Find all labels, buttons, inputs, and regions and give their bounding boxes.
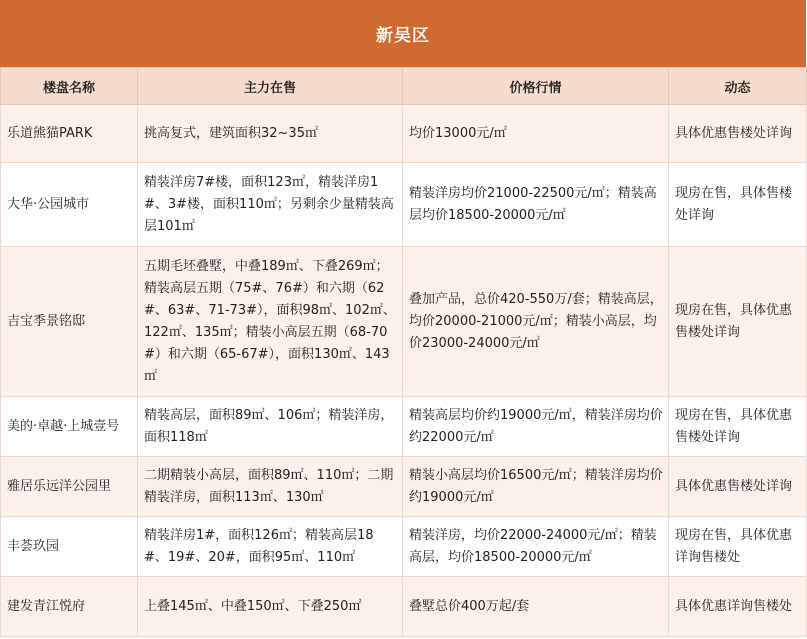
cell-price: 精装高层均价约19000元/㎡，精装洋房均价约22000元/㎡ [403,397,669,457]
cell-name: 丰荟玖园 [1,517,138,577]
cell-price: 精装洋房均价21000-22500元/㎡；精装高层均价18500-20000元/㎡ [403,163,669,247]
table-row [1,457,807,517]
column-header-status: 动态 [669,68,807,105]
cell-price: 叠墅总价400万起/套 [403,577,669,637]
cell-name: 吉宝季景铭邸 [1,247,138,397]
table-row [1,105,807,163]
cell-name: 雅居乐远洋公园里 [1,457,138,517]
cell-status: 现房在售，具体售楼处详询 [669,163,807,247]
column-header-name: 楼盘名称 [1,68,138,105]
cell-main: 精装洋房7#楼，面积123㎡，精装洋房1#、3#楼，面积110㎡；另剩余少量精装高层101㎡ [138,163,403,247]
cell-status: 具体优惠详询售楼处 [669,577,807,637]
cell-status: 具体优惠售楼处详询 [669,105,807,163]
cell-main: 五期毛坯叠墅，中叠189㎡、下叠269㎡；精装高层五期（75#、76#）和六期（62#、63#、71-73#），面积98㎡、102㎡、122㎡、135㎡；精装小高层五期（68-70#）和六期（65-67#），面积130㎡、143㎡ [138,247,403,397]
cell-name: 美的·卓越·上城壹号 [1,397,138,457]
cell-name: 乐道熊猫PARK [1,105,138,163]
table-row [1,397,807,457]
table-header-row [1,68,807,105]
page-title: 新吴区 [0,0,806,67]
cell-main: 二期精装小高层，面积89㎡、110㎡；二期精装洋房，面积113㎡、130㎡ [138,457,403,517]
cell-name: 建发青江悦府 [1,577,138,637]
cell-main: 精装洋房1#，面积126㎡；精装高层18#、19#、20#，面积95㎡、110㎡ [138,517,403,577]
cell-main: 精装高层，面积89㎡、106㎡；精装洋房，面积118㎡ [138,397,403,457]
table-row [1,517,807,577]
table-row [1,247,807,397]
column-header-main: 主力在售 [138,68,403,105]
cell-price: 精装小高层均价16500元/㎡；精装洋房均价约19000元/㎡ [403,457,669,517]
table-row [1,163,807,247]
cell-status: 现房在售，具体优惠售楼处详询 [669,397,807,457]
table-row [1,577,807,637]
cell-price: 精装洋房，均价22000-24000元/㎡；精装高层，均价18500-20000元/㎡ [403,517,669,577]
cell-main: 上叠145㎡、中叠150㎡、下叠250㎡ [138,577,403,637]
column-header-price: 价格行情 [403,68,669,105]
cell-price: 均价13000元/㎡ [403,105,669,163]
cell-status: 现房在售，具体优惠详询售楼处 [669,517,807,577]
cell-status: 现房在售，具体优惠售楼处详询 [669,247,807,397]
cell-main: 挑高复式，建筑面积32~35㎡ [138,105,403,163]
property-table [0,67,807,637]
cell-price: 叠加产品，总价420-550万/套；精装高层，均价20000-21000元/㎡；精装小高层，均价23000-24000元/㎡ [403,247,669,397]
cell-status: 具体优惠售楼处详询 [669,457,807,517]
cell-name: 大华·公园城市 [1,163,138,247]
